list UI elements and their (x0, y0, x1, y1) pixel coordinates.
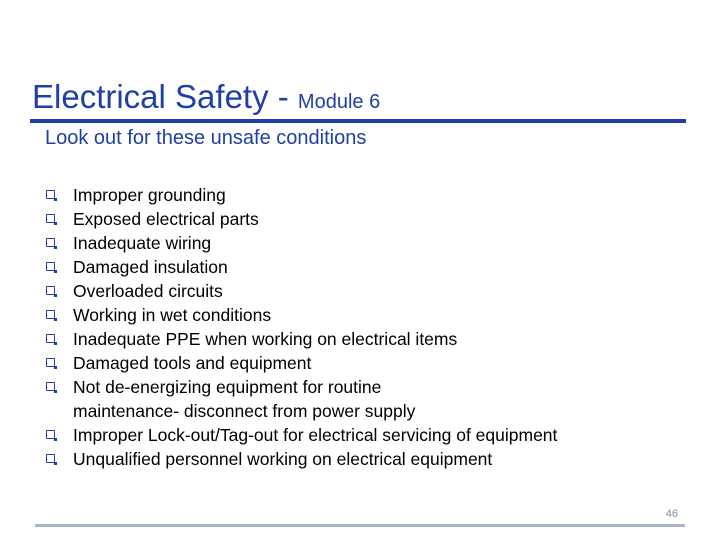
slide-title (32, 78, 380, 116)
footer-divider (35, 524, 685, 527)
list-item (45, 327, 685, 351)
square-bullet-icon (46, 334, 55, 343)
list-item (45, 351, 685, 375)
square-bullet-icon (46, 262, 55, 271)
list-item-text: Overloaded circuits (73, 281, 223, 301)
square-bullet-icon (46, 430, 55, 439)
list-item-text: Inadequate PPE when working on electrical items (73, 329, 458, 349)
title-module: Module 6 (297, 91, 381, 113)
list-item (45, 255, 685, 279)
list-item-text: Exposed electrical parts (73, 209, 259, 229)
list-item (45, 207, 685, 231)
list-item (45, 231, 685, 255)
square-bullet-icon (46, 454, 55, 463)
list-item (45, 375, 685, 423)
list-item (45, 183, 685, 207)
list-item-text: Improper Lock-out/Tag-out for electrical servicing of equipment (73, 425, 558, 445)
list-item-text: Not de-energizing equipment for routine maintenance- disconnect from power supply (73, 377, 416, 421)
square-bullet-icon (46, 238, 55, 247)
square-bullet-icon (46, 286, 55, 295)
square-bullet-icon (46, 190, 55, 199)
list-item (45, 447, 685, 471)
list-item-text: Unqualified personnel working on electrical equipment (73, 449, 493, 469)
page-number: 46 (665, 508, 678, 520)
slide-subtitle: Look out for these unsafe conditions (45, 127, 367, 149)
list-item (45, 423, 685, 447)
square-bullet-icon (46, 310, 55, 319)
title-main: Electrical Safety - (32, 78, 298, 115)
unsafe-conditions-list (45, 183, 685, 471)
list-item-text: Damaged tools and equipment (73, 353, 312, 373)
list-item-text: Damaged insulation (73, 257, 228, 277)
square-bullet-icon (46, 358, 55, 367)
list-item (45, 303, 685, 327)
title-underline (30, 119, 686, 123)
list-item (45, 279, 685, 303)
list-item-text: Inadequate wiring (73, 233, 212, 253)
square-bullet-icon (46, 382, 55, 391)
list-item-text: Working in wet conditions (73, 305, 272, 325)
list-item-text: Improper grounding (73, 185, 226, 205)
square-bullet-icon (46, 214, 55, 223)
